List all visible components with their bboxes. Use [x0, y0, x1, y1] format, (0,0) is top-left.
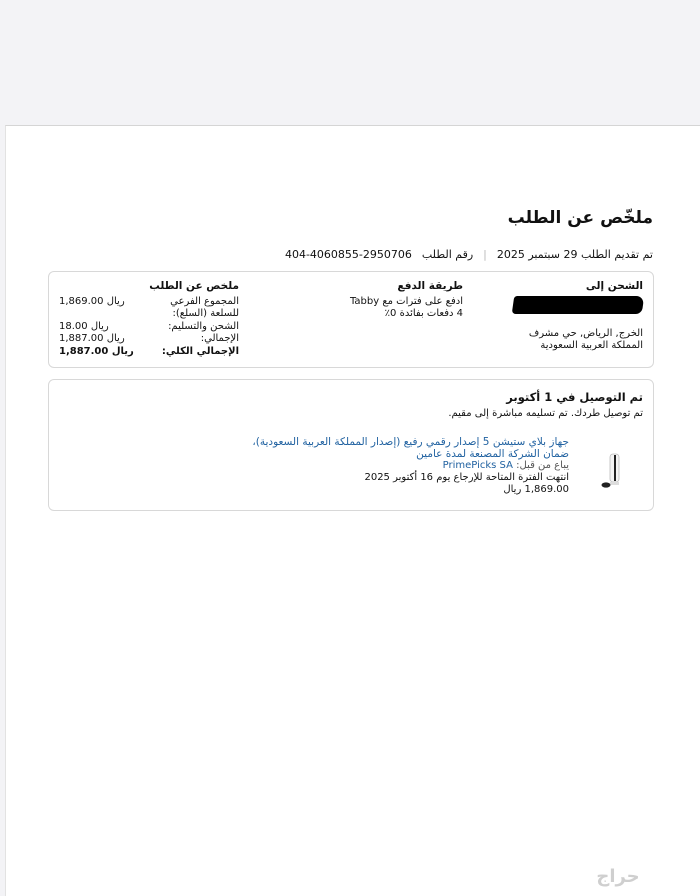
seller-line	[229, 460, 569, 472]
delivery-subtitle: تم توصيل طردك. تم تسليمه مباشرة إلى مقيم.	[448, 408, 643, 419]
delivery-title: تم التوصيل في 1 أكتوبر	[506, 390, 643, 404]
summary-section	[59, 280, 239, 358]
shipping-address-line2: المملكة العربية السعودية	[540, 340, 643, 351]
summary-heading: ملخص عن الطلب	[149, 280, 239, 292]
summary-value: 1,869.00 ريال	[59, 295, 125, 307]
summary-row-grand-total	[59, 346, 239, 359]
payment-line2: 4 دفعات بفائدة 0٪	[384, 308, 463, 319]
payment-line1: ادفع على فترات مع Tabby	[349, 295, 463, 307]
summary-label: الإجمالي:	[200, 333, 239, 344]
summary-value: 1,887.00 ريال	[59, 333, 125, 344]
summary-value: 1,887.00 ريال	[59, 345, 134, 357]
return-window-note: انتهت الفترة المتاحة للإرجاع يوم 16 أكتوبر 2025	[364, 472, 569, 483]
order-item	[229, 436, 569, 496]
order-summary-page	[5, 125, 700, 896]
summary-row-subtotal	[59, 296, 239, 321]
order-placed-date: تم تقديم الطلب 29 سبتمبر 2025	[496, 248, 653, 261]
order-details-card	[48, 271, 654, 368]
redacted-name	[512, 296, 645, 314]
order-meta	[66, 248, 653, 261]
meta-separator: |	[483, 248, 487, 261]
summary-row-shipping	[59, 321, 239, 334]
shipping-address-line1: الخرج, الرياض, حي مشرف	[528, 327, 643, 339]
watermark-logo: حراج	[596, 866, 640, 887]
delivery-card	[48, 379, 654, 511]
page-title: ملخّص عن الطلب	[507, 208, 653, 228]
order-number: 404-4060855-2950706	[284, 248, 412, 261]
summary-row-total	[59, 333, 239, 346]
summary-label: المجموع الفرعي للسلعة (السلع):	[170, 295, 239, 319]
summary-label: الإجمالي الكلي:	[161, 345, 239, 357]
summary-label: الشحن والتسليم:	[168, 320, 239, 332]
shipping-section	[513, 280, 643, 353]
payment-section	[323, 280, 463, 321]
seller-link[interactable]: PrimePicks SA	[442, 460, 513, 471]
product-title-link[interactable]: جهاز بلاي ستيشن 5 إصدار رقمي رفيع (إصدار المملكة العربية السعودية)، ضمان الشركة المصنعة لمدة عامين	[252, 436, 569, 460]
summary-value: 18.00 ريال	[59, 320, 109, 332]
payment-heading: طريقة الدفع	[397, 280, 463, 292]
product-thumbnail[interactable]	[601, 452, 623, 492]
order-number-label: رقم الطلب	[421, 248, 474, 261]
item-price: 1,869.00 ريال	[503, 484, 569, 495]
shipping-heading: الشحن إلى	[585, 280, 643, 292]
seller-label: يباع من قبل:	[516, 460, 569, 471]
